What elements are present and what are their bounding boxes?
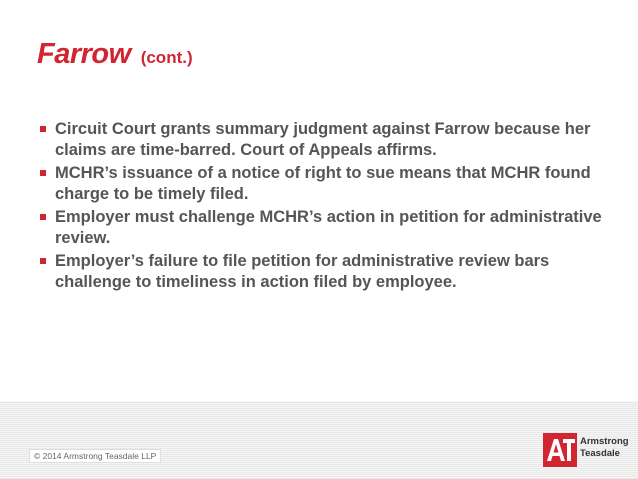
bullet-item xyxy=(38,119,608,161)
logo-line-1: Armstrong xyxy=(580,436,629,447)
bullet-text: MCHR’s issuance of a notice of right to sue means that MCHR found charge to be timely filed. xyxy=(55,164,591,203)
bullet-text: Employer must challenge MCHR’s action in petition for administrative review. xyxy=(55,208,602,247)
logo-line-2: Teasdale xyxy=(580,448,620,459)
armstrong-teasdale-logo xyxy=(543,433,628,467)
bullet-item xyxy=(38,163,608,205)
at-logo-icon xyxy=(543,433,577,467)
title-main: Farrow xyxy=(37,38,131,70)
bullet-item xyxy=(38,207,608,249)
logo-wordmark xyxy=(580,436,629,460)
square-bullet-icon xyxy=(40,126,46,132)
square-bullet-icon xyxy=(40,258,46,264)
bullet-list xyxy=(38,119,608,295)
square-bullet-icon xyxy=(40,214,46,220)
bullet-item xyxy=(38,251,608,293)
bullet-text: Circuit Court grants summary judgment against Farrow because her claims are time-barred. Court of Appeals affirms. xyxy=(55,120,591,159)
title-suffix: (cont.) xyxy=(140,48,193,67)
slide-title xyxy=(37,38,193,71)
square-bullet-icon xyxy=(40,170,46,176)
bullet-text: Employer’s failure to file petition for administrative review bars challenge to timeliness in action filed by employee. xyxy=(55,252,550,291)
copyright-notice: © 2014 Armstrong Teasdale LLP xyxy=(29,449,161,463)
